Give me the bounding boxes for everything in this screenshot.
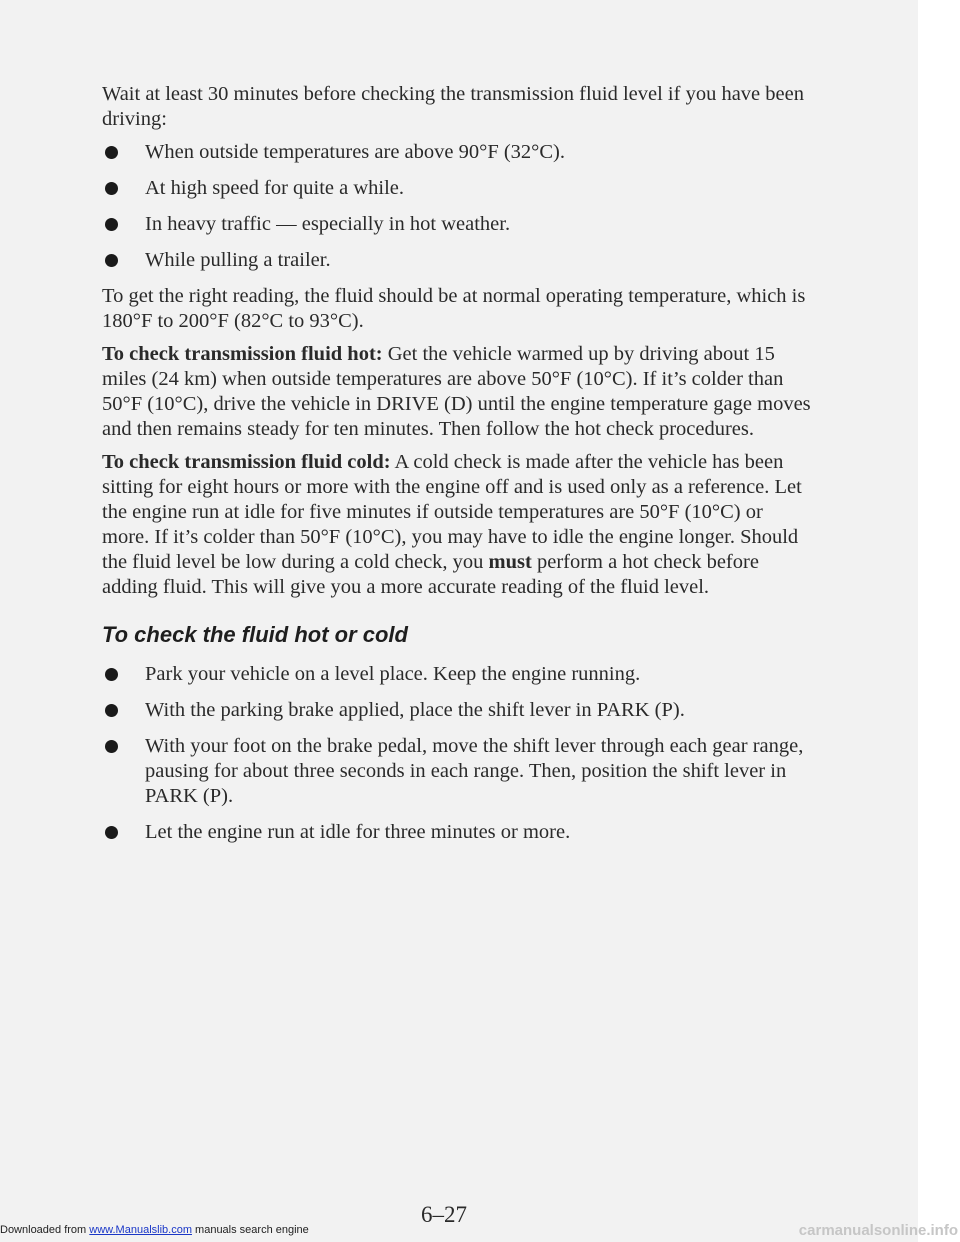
conditions-list: [102, 140, 814, 273]
bullet-icon: [105, 146, 118, 159]
cold-check-text-end: perform a hot check before adding fluid. This will give you a more accurate reading of the fluid level.: [102, 551, 759, 598]
hot-check-text: Get the vehicle warmed up by driving about 15 miles (24 km) when outside temperatures are above 50°F (10°C). If it’s colder than 50°F (10°C), drive the vehicle in DRIVE (D) until the engine temperature gage moves and then remains steady for ten minutes. Then follow the hot check procedures.: [102, 343, 811, 440]
hot-check-lead: To check transmission fluid hot:: [102, 343, 383, 365]
section-heading: To check the fluid hot or cold: [102, 622, 408, 647]
steps-list: [102, 662, 814, 845]
list-item: [102, 734, 814, 809]
cold-check-lead: To check transmission fluid cold:: [102, 451, 391, 473]
bullet-icon: [105, 182, 118, 195]
list-item-text: With the parking brake applied, place the shift lever in PARK (P).: [145, 699, 685, 721]
cold-check-text: A cold check is made after the vehicle has been sitting for eight hours or more with the engine off and is used only as a reference. Let the engine run at idle for five minutes if outside temperatures are 50°F (10°C) or more. If it’s colder than 50°F (10°C), you may have to idle the engine longer. Should the fluid level be low during a cold check, you: [102, 451, 802, 573]
bullet-icon: [105, 826, 118, 839]
list-item: [102, 662, 814, 687]
list-item-text: When outside temperatures are above 90°F (32°C).: [145, 141, 565, 163]
list-item: [102, 820, 814, 845]
list-item: [102, 212, 814, 237]
bullet-icon: [105, 254, 118, 267]
list-item-text: Let the engine run at idle for three minutes or more.: [145, 821, 571, 843]
reading-note-paragraph: To get the right reading, the fluid should be at normal operating temperature, which is 180°F to 200°F (82°C to 93°C).: [102, 285, 806, 332]
list-item-text: With your foot on the brake pedal, move the shift lever through each gear range, pausing for about three seconds in each range. Then, position the shift lever in PARK (P).: [145, 735, 804, 807]
download-footer: [0, 1224, 309, 1236]
cold-check-emphasis: must: [488, 551, 532, 573]
list-item-text: Park your vehicle on a level place. Keep the engine running.: [145, 663, 641, 685]
page-content: [102, 82, 814, 856]
manualslib-link[interactable]: www.Manualslib.com: [89, 1224, 192, 1236]
list-item: [102, 698, 814, 723]
bullet-icon: [105, 704, 118, 717]
page-number: 6–27: [421, 1202, 467, 1227]
intro-paragraph: Wait at least 30 minutes before checking the transmission fluid level if you have been driving:: [102, 83, 804, 130]
list-item-text: While pulling a trailer.: [145, 249, 331, 271]
hot-check-paragraph: [102, 342, 814, 442]
watermark: carmanualsonline.info: [798, 1222, 958, 1239]
list-item: [102, 140, 814, 165]
list-item-text: In heavy traffic — especially in hot weather.: [145, 213, 511, 235]
list-item: [102, 248, 814, 273]
list-item: [102, 176, 814, 201]
footer-prefix: Downloaded from: [0, 1224, 90, 1236]
list-item-text: At high speed for quite a while.: [145, 177, 405, 199]
bullet-icon: [105, 740, 118, 753]
cold-check-paragraph: [102, 450, 814, 600]
bullet-icon: [105, 218, 118, 231]
bullet-icon: [105, 668, 118, 681]
footer-suffix: manuals search engine: [191, 1224, 309, 1236]
